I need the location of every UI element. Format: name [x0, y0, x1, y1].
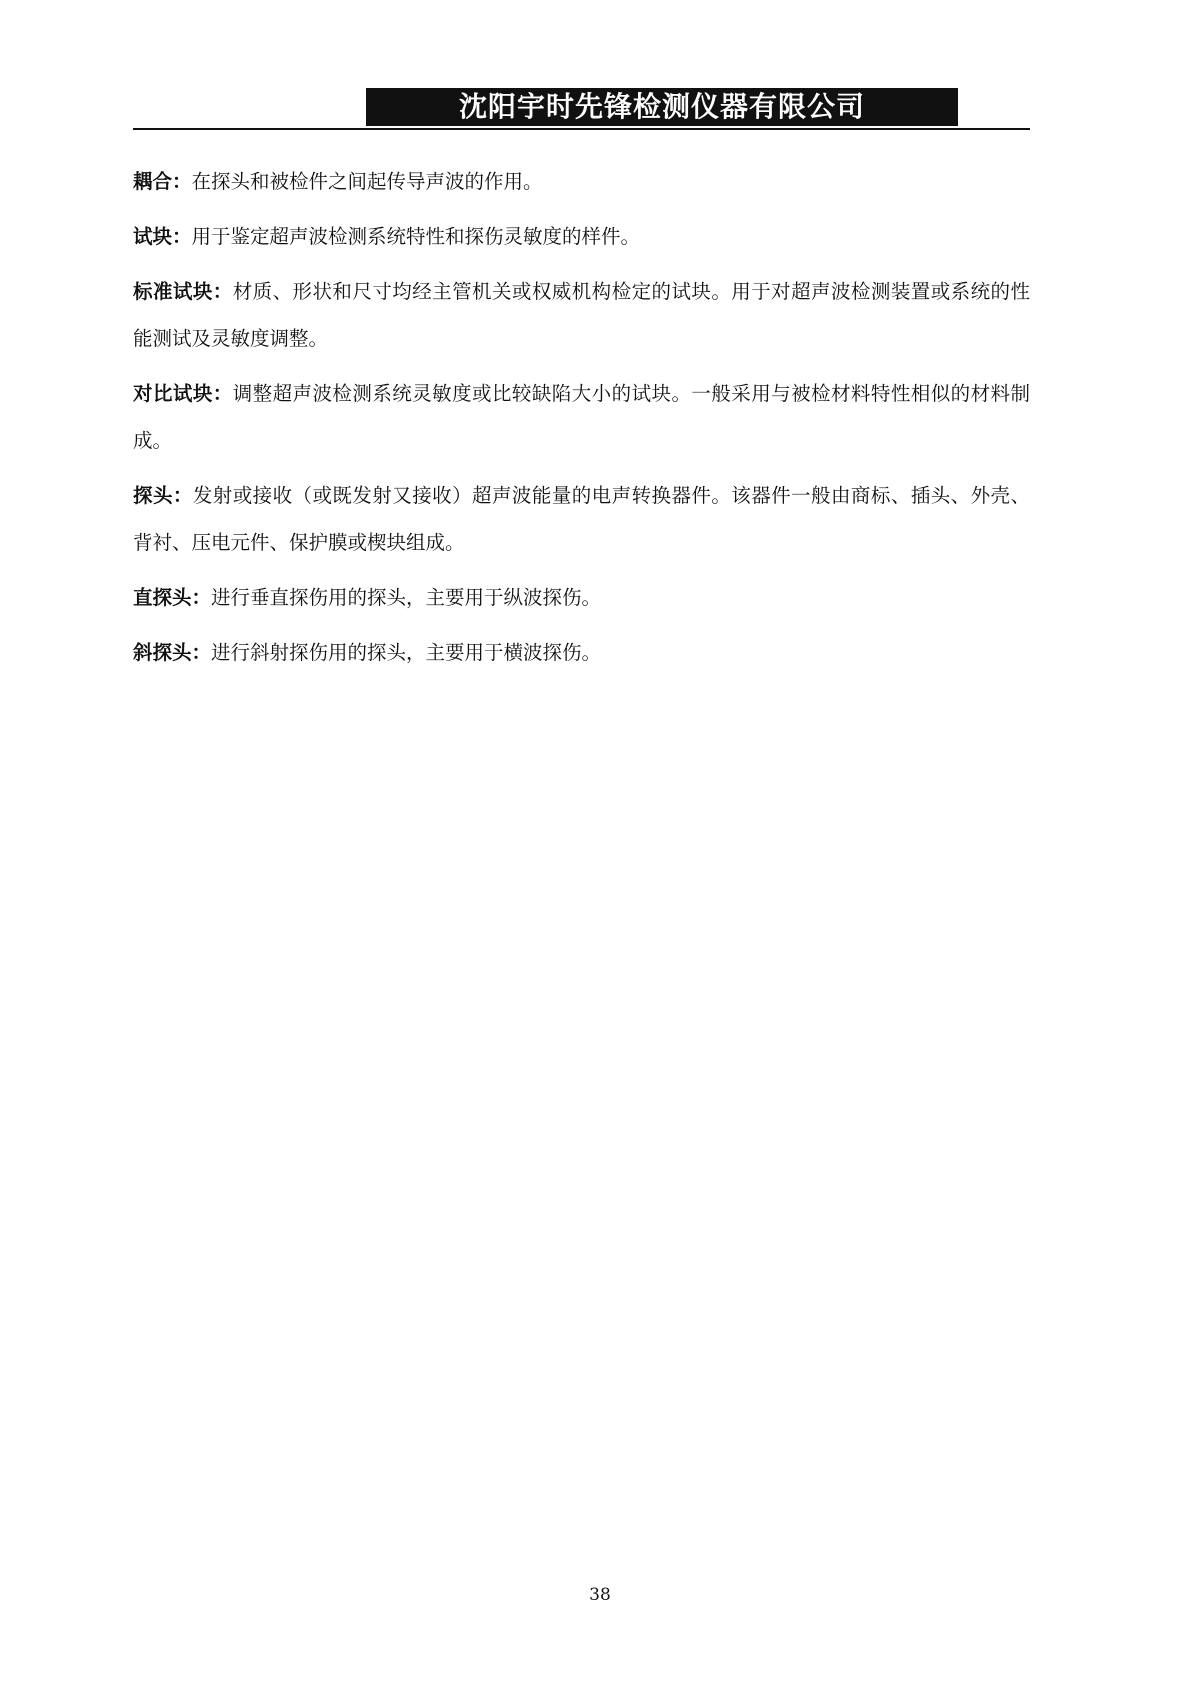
glossary-content	[133, 158, 1030, 684]
glossary-term: 直探头：	[133, 586, 212, 609]
company-name-banner: 沈阳宇时先锋检测仪器有限公司	[366, 88, 958, 126]
glossary-term: 探头：	[133, 484, 193, 507]
glossary-term: 斜探头：	[133, 641, 212, 664]
glossary-definition: 用于鉴定超声波检测系统特性和探伤灵敏度的样件。	[191, 225, 641, 248]
glossary-entry-reference-block	[133, 370, 1030, 464]
glossary-entry-coupling	[133, 158, 1030, 205]
glossary-entry-standard-test-block	[133, 268, 1030, 362]
glossary-term: 对比试块：	[133, 382, 233, 405]
glossary-term: 试块：	[133, 225, 192, 248]
glossary-definition: 调整超声波检测系统灵敏度或比较缺陷大小的试块。一般采用与被检材料特性相似的材料制成。	[133, 382, 1030, 452]
glossary-term: 耦合：	[133, 170, 192, 193]
glossary-entry-angle-probe	[133, 629, 1030, 676]
page-number: 38	[589, 1585, 611, 1605]
glossary-definition: 进行垂直探伤用的探头，主要用于纵波探伤。	[211, 586, 602, 609]
glossary-definition: 进行斜射探伤用的探头，主要用于横波探伤。	[211, 641, 602, 664]
glossary-definition: 发射或接收（或既发射又接收）超声波能量的电声转换器件。该器件一般由商标、插头、外壳、背衬、压电元件、保护膜或楔块组成。	[133, 484, 1030, 554]
glossary-term: 标准试块：	[133, 280, 233, 303]
page-header	[133, 86, 1030, 130]
glossary-definition: 材质、形状和尺寸均经主管机关或权威机构检定的试块。用于对超声波检测装置或系统的性能测试及灵敏度调整。	[133, 280, 1030, 350]
glossary-entry-test-block	[133, 213, 1030, 260]
glossary-definition: 在探头和被检件之间起传导声波的作用。	[191, 170, 543, 193]
glossary-entry-straight-probe	[133, 574, 1030, 621]
glossary-entry-probe	[133, 472, 1030, 566]
